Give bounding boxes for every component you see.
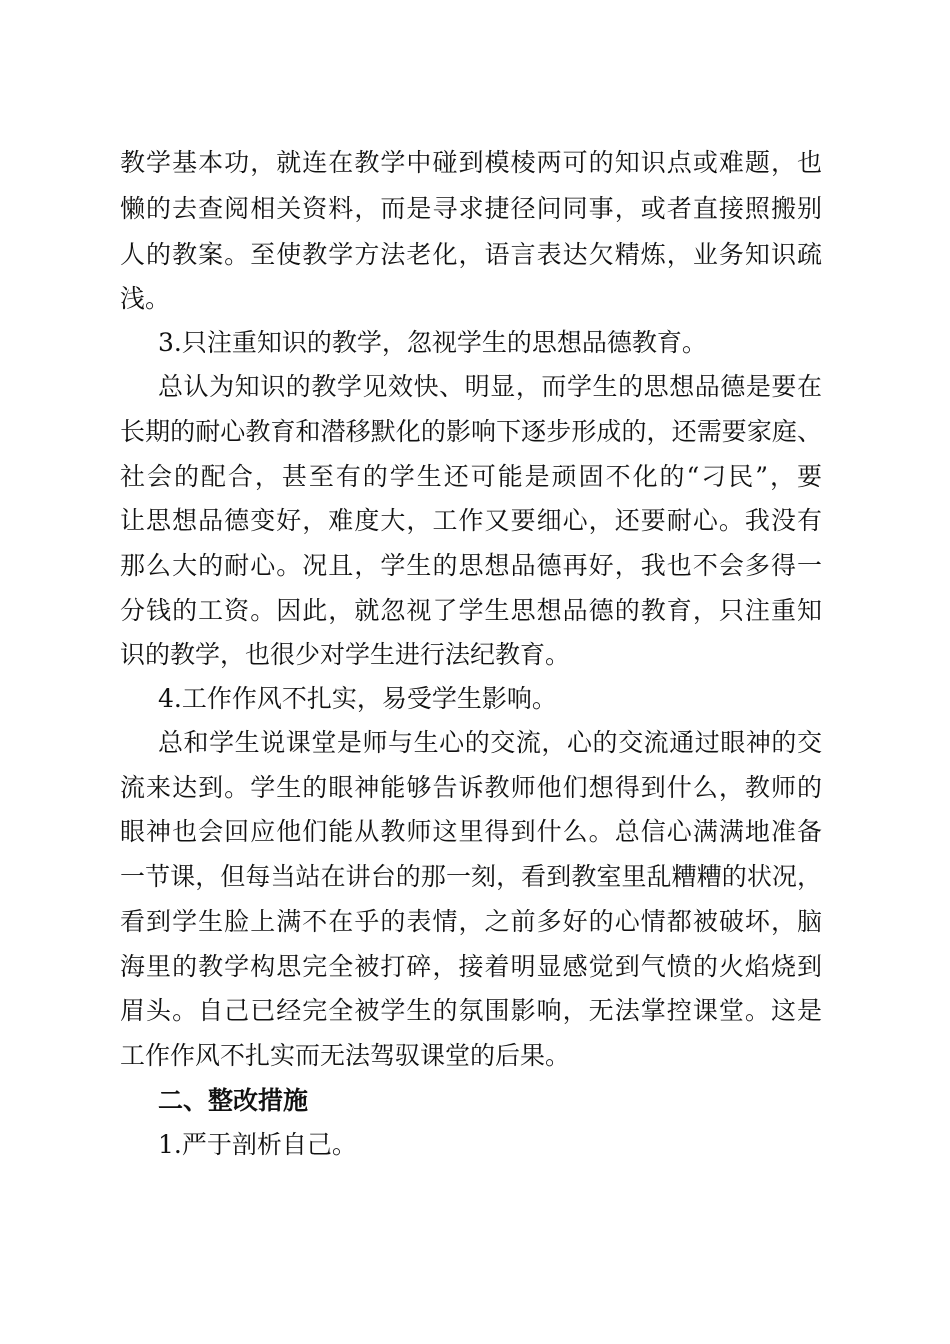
body-line: 分钱的工资。因此，就忽视了学生思想品德的教育，只注重知 [120,596,822,625]
paragraph-first-line: 总和学生说课堂是师与生心的交流，心的交流通过眼神的交 [158,728,822,757]
body-line: 一节课，但每当站在讲台的那一刻，看到教室里乱糟糟的状况， [120,862,822,891]
body-line: 让思想品德变好，难度大，工作又要细心，还要耐心。我没有 [120,506,822,535]
body-line: 懒的去查阅相关资料，而是寻求捷径问同事，或者直接照搬别 [120,194,822,223]
body-line: 工作作风不扎实而无法驾驭课堂的后果。 [120,1041,571,1070]
body-line: 那么大的耐心。况且，学生的思想品德再好，我也不会多得一 [120,551,822,580]
body-line: 识的教学，也很少对学生进行法纪教育。 [120,640,571,669]
body-line: 浅。 [120,284,171,313]
body-line: 海里的教学构思完全被打碎，接着明显感觉到气愤的火焰烧到 [120,952,822,981]
body-line: 流来达到。学生的眼神能够告诉教师他们想得到什么，教师的 [120,773,822,802]
body-line: 社会的配合，甚至有的学生还可能是顽固不化的“刁民”，要 [120,462,822,491]
list-item-1: 1.严于剖析自己。 [158,1130,357,1159]
body-line: 长期的耐心教育和潜移默化的影响下逐步形成的，还需要家庭、 [120,417,822,446]
list-item-3: 3.只注重知识的教学，忽视学生的思想品德教育。 [158,328,707,357]
body-line: 眉头。自己已经完全被学生的氛围影响，无法掌控课堂。这是 [120,996,822,1025]
section-heading: 二、整改措施 [158,1086,309,1115]
body-line: 看到学生脸上满不在乎的表情，之前多好的心情都被破坏，脑 [120,907,822,936]
body-line: 人的教案。至使教学方法老化，语言表达欠精炼，业务知识疏 [120,240,822,269]
list-item-4: 4.工作作风不扎实，易受学生影响。 [158,684,557,713]
paragraph-first-line: 总认为知识的教学见效快、明显，而学生的思想品德是要在 [158,372,822,401]
body-line: 教学基本功，就连在教学中碰到模棱两可的知识点或难题，也 [120,148,822,177]
body-line: 眼神也会回应他们能从教师这里得到什么。总信心满满地准备 [120,817,822,846]
